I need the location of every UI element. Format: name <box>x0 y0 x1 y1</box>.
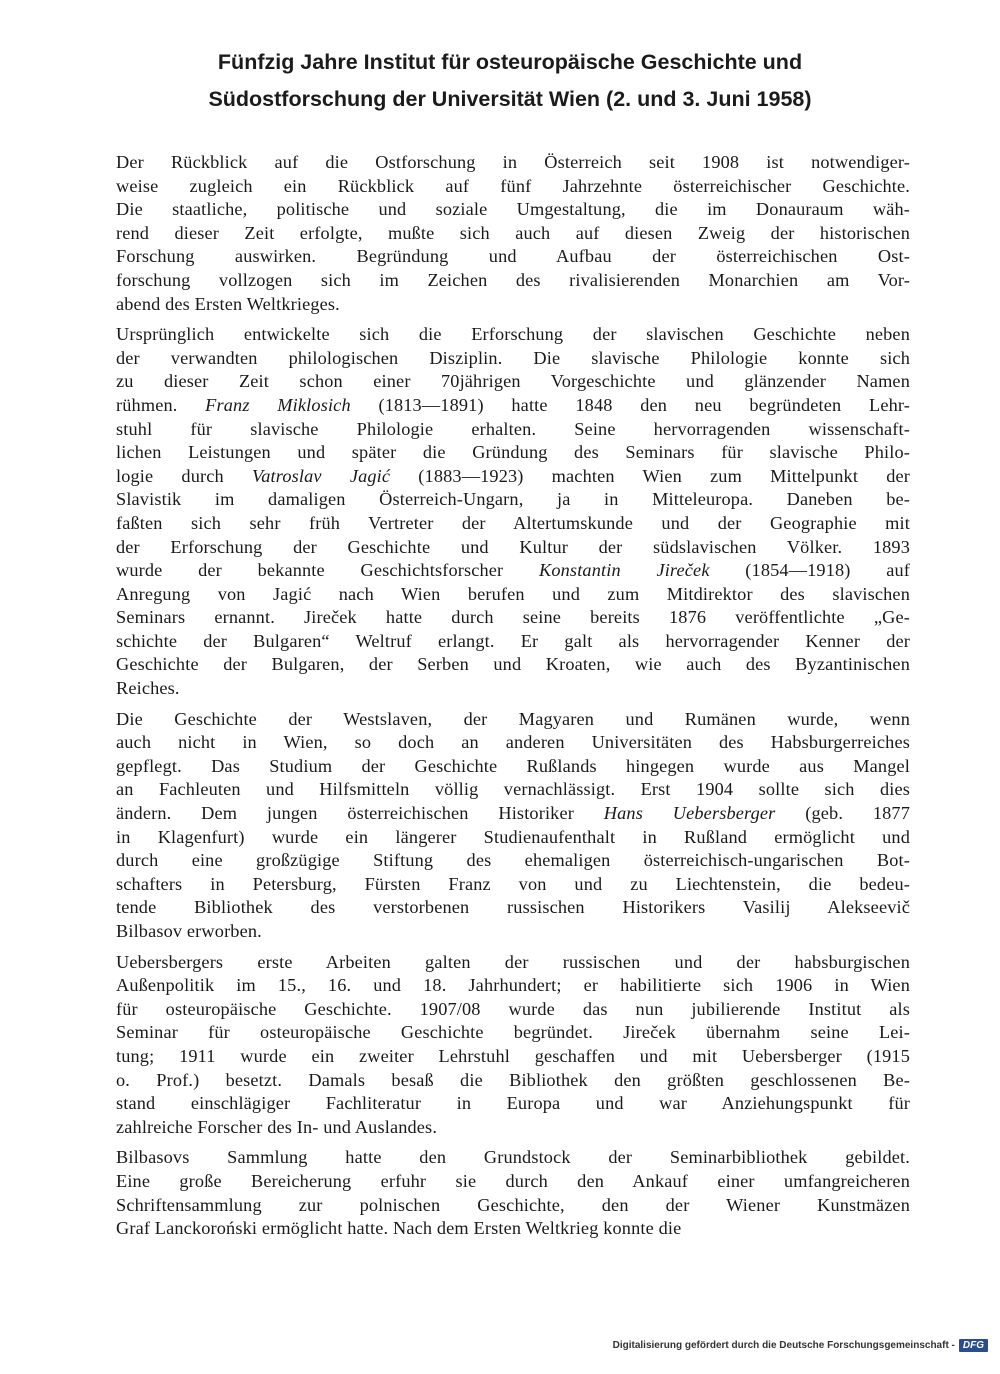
text-line: Bilbasovs Sammlung hatte den Grundstock der Seminarbibliothek gebildet. <box>116 1147 910 1168</box>
paragraph <box>116 1146 910 1240</box>
title-line-2: Südostforschung der Universität Wien (2. und 3. Juni 1958) <box>208 87 812 111</box>
title-line-1: Fünfzig Jahre Institut für osteuropäische Geschichte und <box>217 50 803 74</box>
text-line: Forschung auswirken. Begründung und Aufbau der österreichischen Ost- <box>116 246 910 267</box>
text-line: wurde der bekannte Geschichtsforscher Konstantin Jireček (1854—1918) auf <box>116 560 911 581</box>
text-line: in Klagenfurt) wurde ein längerer Studienaufenthalt in Rußland ermöglicht und <box>116 826 910 847</box>
text-line: Slavistik im damaligen Österreich-Ungarn, ja in Mitteleuropa. Daneben be- <box>116 489 910 510</box>
text-line: für osteuropäische Geschichte. 1907/08 wurde das nun jubilierende Institut als <box>116 998 910 1019</box>
text-line: Die staatliche, politische und soziale Umgestaltung, die im Donauraum wäh- <box>116 199 910 220</box>
paragraph <box>116 951 910 1140</box>
text-line: Bilbasov erworben. <box>116 921 262 941</box>
article-title <box>110 44 910 118</box>
text-line: Die Geschichte der Westslaven, der Magyaren und Rumänen wurde, wenn <box>116 708 910 729</box>
text-line: zahlreiche Forscher des In- und Auslandes. <box>116 1116 438 1137</box>
text-line: Graf Lanckoroński ermöglicht hatte. Nach dem Ersten Weltkrieg konnte die <box>116 1218 682 1239</box>
person-name: Hans Uebersberger <box>603 803 776 824</box>
text-line: Anregung von Jagić nach Wien berufen und zum Mitdirektor des slavischen <box>116 583 910 604</box>
text-line: schafters in Petersburg, Fürsten Franz von und zu Liechtenstein, die bedeu- <box>116 873 910 894</box>
text-line: der verwandten philologischen Disziplin. Die slavische Philologie konnte sich <box>116 347 910 368</box>
text-line: stuhl für slavische Philologie erhalten. Seine hervorragenden wissenschaft- <box>116 418 910 439</box>
text-line: rend dieser Zeit erfolgte, mußte sich auch auf diesen Zweig der historischen <box>116 222 910 243</box>
text-line: zu dieser Zeit schon einer 70jährigen Vorgeschichte und glänzender Namen <box>116 371 910 392</box>
text-line: an Fachleuten und Hilfsmitteln völlig vernachlässigt. Erst 1904 sollte sich dies <box>116 779 910 800</box>
text-line: ändern. Dem jungen österreichischen Historiker Hans Uebersberger (geb. 1877 <box>116 803 910 824</box>
dfg-logo-icon: DFG <box>959 1339 988 1352</box>
credit-text: Digitalisierung gefördert durch die Deutsche Forschungsgemeinschaft - <box>612 1340 955 1351</box>
person-name: Konstantin Jireček <box>539 560 710 581</box>
paragraph <box>116 708 910 944</box>
person-name: Vatroslav Jagić <box>251 465 391 486</box>
text-line: Geschichte der Bulgaren, der Serben und Kroaten, wie auch des Byzantinischen <box>116 654 910 675</box>
text-line: logie durch Vatroslav Jagić (1883—1923) machten Wien zum Mittelpunkt der <box>116 465 910 486</box>
paragraph <box>116 151 910 316</box>
text-line: rühmen. Franz Miklosich (1813—1891) hatte 1848 den neu begründeten Lehr- <box>116 394 911 415</box>
text-line: Seminars ernannt. Jireček hatte durch seine bereits 1876 veröffentlichte „Ge- <box>116 607 910 628</box>
text-line: auch nicht in Wien, so doch an anderen Universitäten des Habsburgerreiches <box>116 732 910 753</box>
digitization-credit <box>613 1339 988 1352</box>
text-line: Schriftensammlung zur polnischen Geschichte, den der Wiener Kunstmäzen <box>116 1194 910 1215</box>
text-line: tende Bibliothek des verstorbenen russischen Historikers Vasilij Alekseevič <box>116 897 910 918</box>
text-line: Außenpolitik im 15., 16. und 18. Jahrhundert; er habilitierte sich 1906 in Wien <box>116 975 910 996</box>
text-line: durch eine großzügige Stiftung des ehemaligen österreichisch-ungarischen Bot- <box>116 850 910 871</box>
text-line: weise zugleich ein Rückblick auf fünf Jahrzehnte österreichischer Geschichte. <box>116 175 910 196</box>
text-line: lichen Leistungen und später die Gründung des Seminars für slavische Philo- <box>116 442 910 463</box>
text-line: gepflegt. Das Studium der Geschichte Rußlands hingegen wurde aus Mangel <box>116 755 910 776</box>
text-line: schichte der Bulgaren“ Weltruf erlangt. Er galt als hervorragender Kenner der <box>116 630 910 651</box>
article-body <box>116 151 910 1241</box>
text-line: Seminar für osteuropäische Geschichte begründet. Jireček übernahm seine Lei- <box>116 1022 910 1043</box>
text-line: forschung vollzogen sich im Zeichen des rivalisierenden Monarchien am Vor- <box>116 269 910 290</box>
text-line: Eine große Bereicherung erfuhr sie durch den Ankauf einer umfangreicheren <box>116 1170 910 1191</box>
text-line: faßten sich sehr früh Vertreter der Altertumskunde und der Geographie mit <box>116 512 910 533</box>
text-line: abend des Ersten Weltkrieges. <box>116 293 340 314</box>
text-line: o. Prof.) besetzt. Damals besaß die Bibliothek den größten geschlossenen Be- <box>116 1069 910 1090</box>
text-line: Der Rückblick auf die Ostforschung in Österreich seit 1908 ist notwendiger- <box>116 152 910 172</box>
text-line: Reiches. <box>116 678 180 699</box>
paragraph <box>116 323 910 701</box>
text-line: der Erforschung der Geschichte und Kultur der südslavischen Völker. 1893 <box>116 536 910 557</box>
person-name: Franz Miklosich <box>205 394 351 415</box>
text-line: stand einschlägiger Fachliteratur in Europa und war Anziehungspunkt für <box>116 1093 910 1114</box>
text-line: tung; 1911 wurde ein zweiter Lehrstuhl geschaffen und mit Uebersberger (1915 <box>116 1045 910 1066</box>
text-line: Uebersbergers erste Arbeiten galten der russischen und der habsburgischen <box>116 951 910 972</box>
text-line: Ursprünglich entwickelte sich die Erforschung der slavischen Geschichte neben <box>116 324 910 345</box>
